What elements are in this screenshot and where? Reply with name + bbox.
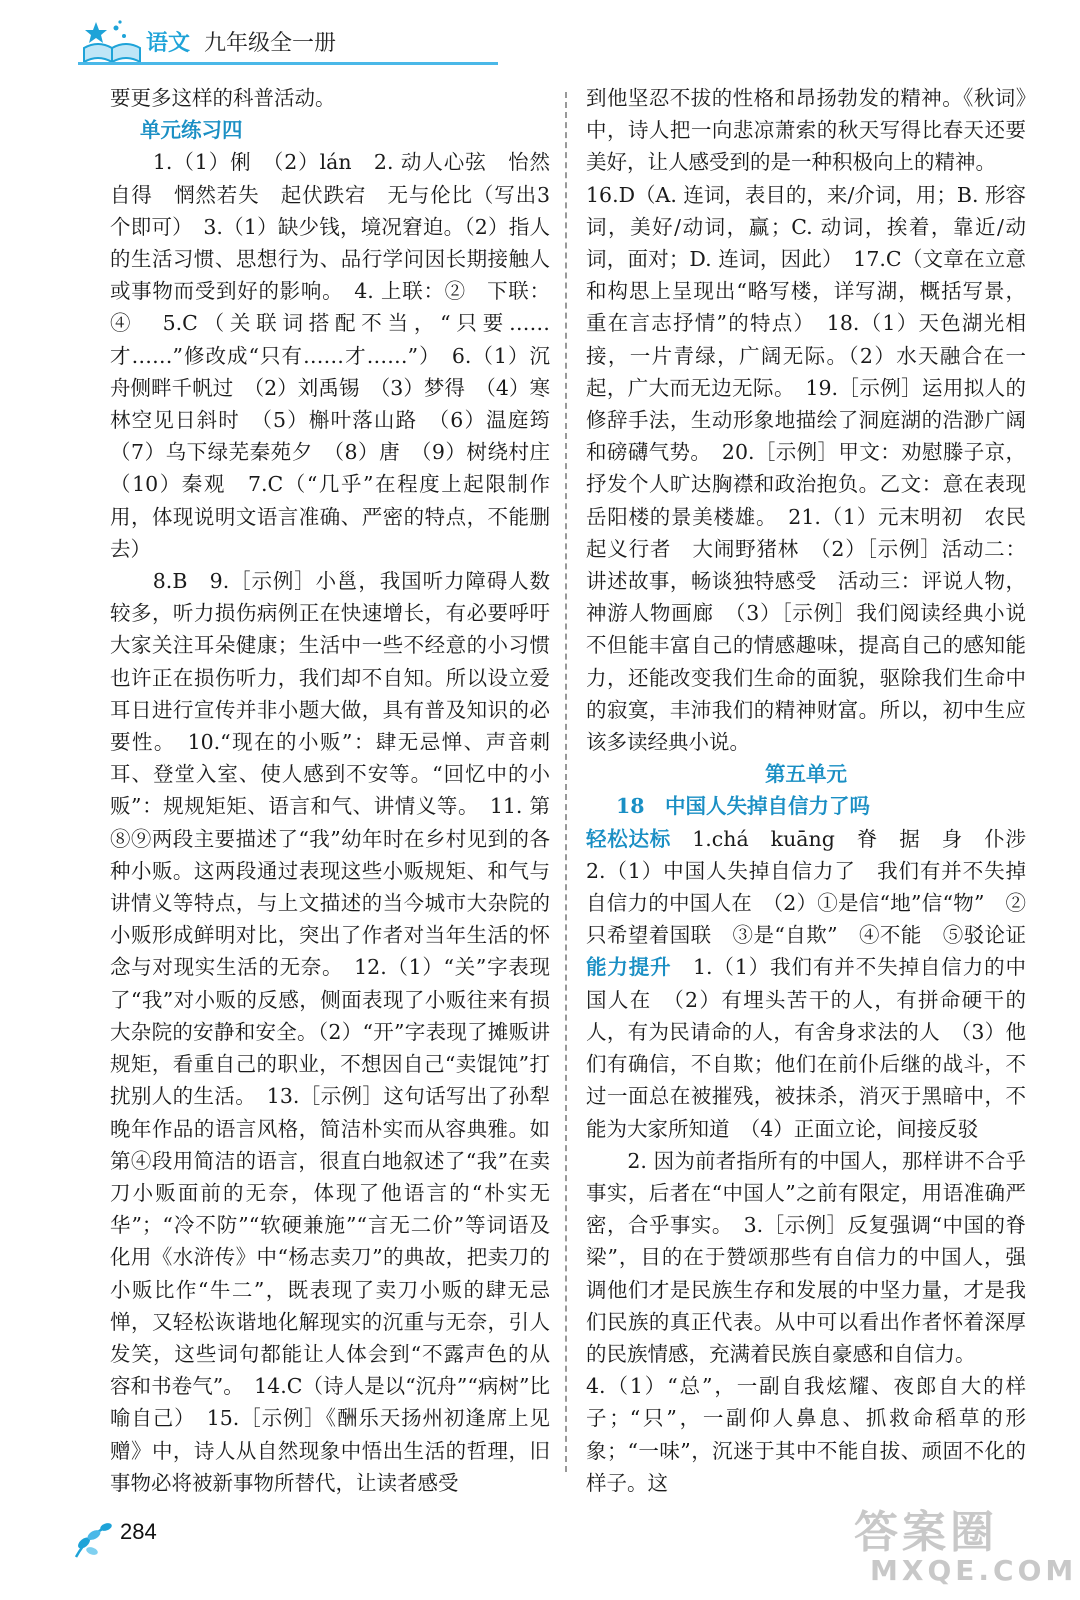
- paragraph: 2. 因为前者指所有的中国人，那样讲不合乎事实，后者在“中国人”之前有限定，用语准确严密，合乎事实。 3.［示例］反复强调“中国的脊梁”，目的在于赞颂那些有自信力的中国人，强调他们才是民族生存和发展的中坚力量，才是我们民族的真正代表。从中可以看出作者怀着深厚的民族情感，充满着民族自豪感和自信力。: [586, 1148, 1026, 1366]
- paragraph: 8.B 9.［示例］小邕，我国听力障碍人数较多，听力损伤病例正在快速增长，有必要呼吁大家关注耳朵健康；生活中一些不经意的小习惯也许正在损伤听力，我们却不自知。所以设立爱耳日进行宣传并非小题大做，具有普及知识的必要性。 10.“现在的小贩”：肆无忌惮、声音刺耳、登堂入室、使人感到不安等。“回忆中的小贩”：规规矩矩、语言和气、讲情义等。 11. 第⑧⑨两段主要描述了“我”幼年时在乡村见到的各种小贩。这两段通过表现这些小贩规矩、和气与讲情义等特点，与上文描述的当今城市大杂院的小贩形成鲜明对比，突出了作者对当年生活的怀念与对现实生活的无奈。 12.（1）“关”字表现了“我”对小贩的反感，侧面表现了小贩往来有损大杂院的安静和安全。（2）“开”字表现了摊贩讲规矩，看重自己的职业，不想因自己“卖馄饨”打扰别人的生活。 13.［示例］这句话写出了孙犁晚年作品的语言风格，简洁朴实而从容典雅。如第④段用简洁的语言，很直白地叙述了“我”在卖刀小贩面前的无奈，体现了他语言的“朴实无华”；“冷不防”“软硬兼施”“言无二价”等词语及化用《水浒传》中“杨志卖刀”的典故，把卖刀的小贩比作“牛二”，既表现了卖刀小贩的肆无忌惮，又轻松诙谐地化解现实的沉重与无奈，引人发笑，这些词句都能让人体会到“不露声色的从容和书卷气”。 14.C（诗人是以“沉舟”“病树”比喻自己） 15.［示例］《酬乐天扬州初逢席上见赠》中，诗人从自然现象中悟出生活的哲理，旧事物必将被新事物所替代，让读者感受: [110, 569, 550, 1495]
- page-number: 284: [120, 1519, 157, 1544]
- page-footer: [70, 1505, 230, 1565]
- section-tag: 轻松达标: [586, 826, 671, 851]
- paragraph-text: 1.chá kuāng 脊 据 身 仆涉 2.（1）中国人失掉自信力了 我们有并不失掉自信力的中国人在 （2）①是信“地”信“物” ②只希望着国联 ③是“自欺” ④不能 ⑤驳论证: [586, 826, 1047, 948]
- grade-label: 九年级全一册: [204, 31, 337, 56]
- paragraph: 要更多这样的科普活动。: [110, 86, 336, 110]
- paragraph: 16.D（A. 连词，表目的，来/介词，用；B. 形容词，美好/动词，赢；C. 动词，挨着，靠近/动词，面对；D. 连词，因此） 17.C（文章在立意和构思上呈现出“略写楼，详写湖，概括写景，重在言志抒情”的特点） 18.（1）天色湖光相接，一片青绿，广阔无际。（2）水天融合在一起，广大而无边无际。 19.［示例］运用拟人的修辞手法，生动形象地描绘了洞庭湖的浩渺广阔和磅礴气势。 20.［示例］甲文：劝慰滕子京，抒发个人旷达胸襟和政治抱负。乙文：意在表现岳阳楼的景美楼雄。 21.（1）元末明初 农民起义行者 大闹野猪林 （2）［示例］活动二：讲述故事，畅谈独特感受 活动三：评说人物，神游人物画廊 （3）［示例］我们阅读经典小说不但能丰富自己的情感趣味，提高自己的感知能力，还能改变我们生命的面貌，驱除我们生命中的寂寞，丰沛我们的精神财富。所以，初中生应该多读经典小说。: [586, 182, 1026, 755]
- paragraph-text: 1.（1）我们有并不失掉自信力的中国人在 （2）有埋头苦干的人，有拼命硬干的人，有为民请命的人，有舍身求法的人 （3）他们有确信，不自欺；他们在前仆后继的战斗，不过一面总在被摧残，被抹杀，消灭于黑暗中，不能为大家所知道 （4）正面立论，间接反驳: [586, 955, 1026, 1141]
- paragraph: 到他坚忍不拔的性格和昂扬勃发的精神。《秋词》中，诗人把一向悲凉萧索的秋天写得比春天还要美好，让人感受到的是一种积极向上的精神。: [586, 86, 1026, 175]
- watermark-sub: MXQE.COM: [870, 1554, 1078, 1587]
- column-divider: [565, 92, 567, 1472]
- lesson-heading: 18 中国人失掉自信力了吗: [616, 794, 871, 819]
- section-heading: 单元练习四: [140, 118, 243, 143]
- paragraph: [586, 823, 1047, 1145]
- paragraph: 4.（1）“总”，一副自我炫耀、夜郎自大的样子；“只”，一副仰人鼻息、抓救命稻草的形象；“一味”，沉迷于其中不能自拔、顽固不化的样子。这: [586, 1374, 1026, 1495]
- header-rule: [78, 62, 498, 65]
- subject-label: 语文: [146, 30, 191, 56]
- page-header: [78, 18, 498, 70]
- unit-heading: 第五单元: [765, 762, 847, 787]
- left-column: [110, 82, 571, 1499]
- right-column: [586, 82, 1047, 1499]
- watermark: [848, 1496, 1078, 1592]
- section-tag: 能力提升: [586, 955, 672, 980]
- paragraph: 1.（1）俐 （2）lán 2. 动人心弦 怡然自得 惘然若失 起伏跌宕 无与伦比（写出3个即可） 3.（1）缺少钱，境况窘迫。（2）指人的生活习惯、思想行为、品行学问因长期接触人或事物而受到好的影响。 4. 上联：② 下联：④ 5.C（关联词搭配不当，“只要……才……”修改成“只有……才……”） 6.（1）沉舟侧畔千帆过 （2）刘禹锡 （3）梦得 （4）寒林空见日斜时 （5）槲叶落山路 （6）温庭筠 （7）乌下绿芜秦苑夕 （8）唐 （9）树绕村庄 （10）秦观 7.C（“几乎”在程度上起限制作用，体现说明文语言准确、严密的特点，不能删去）: [110, 150, 571, 561]
- watermark-main: 答案圈: [854, 1507, 998, 1558]
